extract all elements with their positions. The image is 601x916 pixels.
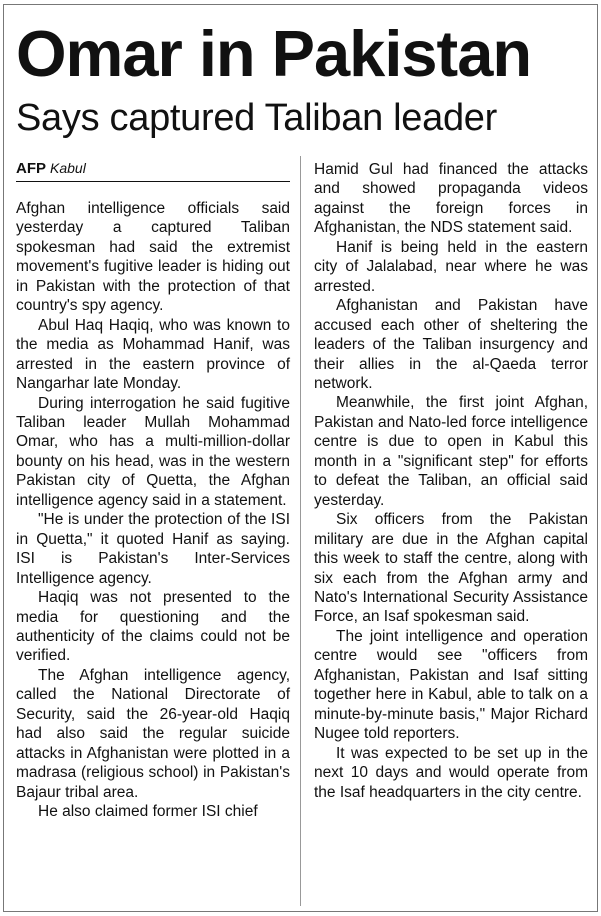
paragraph: "He is under the protection of the ISI in Quetta," it quoted Hanif as saying. ISI is Pakistan's Inter-Services Intelligence agency. (16, 511, 290, 587)
paragraph: Meanwhile, the first joint Afghan, Pakistan and Nato-led force intelligence centre is due to open in Kabul this month in a "significant step" for efforts to defeat the Taliban, an official said yesterday. (314, 394, 588, 509)
byline-location: Kabul (50, 160, 86, 176)
byline (16, 158, 290, 182)
paragraph: Afghan intelligence officials said yesterday a captured Taliban spokesman had said the extremist movement's fugitive leader is hiding out in Pakistan with the protection of that country's spy agency. (16, 200, 290, 315)
paragraph: The joint intelligence and operation centre would see "officers from Afghanistan, Pakistan and Isaf sitting together here in Kabul, able to talk on a minute-by-minute basis," Major Richard Nugee told reporters. (314, 627, 588, 743)
paragraph: Afghanistan and Pakistan have accused each other of sheltering the leaders of the Taliban insurgency and their allies in the al-Qaeda terror network. (314, 297, 588, 392)
byline-source: AFP (16, 160, 46, 177)
column-divider (300, 156, 301, 906)
paragraph: Hanif is being held in the eastern city of Jalalabad, near where he was arrested. (314, 238, 588, 295)
paragraph: He also claimed former ISI chief (38, 803, 258, 821)
headline: Omar in Pakistan (16, 17, 532, 90)
article-column-2 (314, 160, 588, 802)
paragraph: The Afghan intelligence agency, called the National Directorate of Security, said the 26-year-old Haqiq had also said the regular suicide attacks in Afghanistan were plotted in a madrasa (religious school) in Pakistan's Bajaur tribal area. (16, 666, 290, 801)
subheadline: Says captured Taliban leader (16, 97, 497, 139)
paragraph: Abul Haq Haqiq, who was known to the media as Mohammad Hanif, was arrested in the eastern province of Nangarhar late Monday. (16, 316, 290, 393)
paragraph: During interrogation he said fugitive Taliban leader Mullah Mohammad Omar, who has a multi-million-dollar bounty on his head, was in the western Pakistan city of Quetta, the Afghan intelligence agency said in a statement. (16, 394, 290, 509)
paragraph: Hamid Gul had financed the attacks and showed propaganda videos against the foreign forces in Afghanistan, the NDS statement said. (314, 161, 588, 237)
paragraph: It was expected to be set up in the next 10 days and would operate from the Isaf headquarters in the city centre. (314, 744, 588, 801)
article-column-1 (16, 199, 290, 822)
paragraph: Six officers from the Pakistan military are due in the Afghan capital this week to staff the centre, along with six each from the Afghan army and Nato's International Security Assistance Force, an Isaf spokesman said. (314, 511, 588, 626)
paragraph: Haqiq was not presented to the media for questioning and the authenticity of the claims could not be verified. (16, 589, 290, 665)
